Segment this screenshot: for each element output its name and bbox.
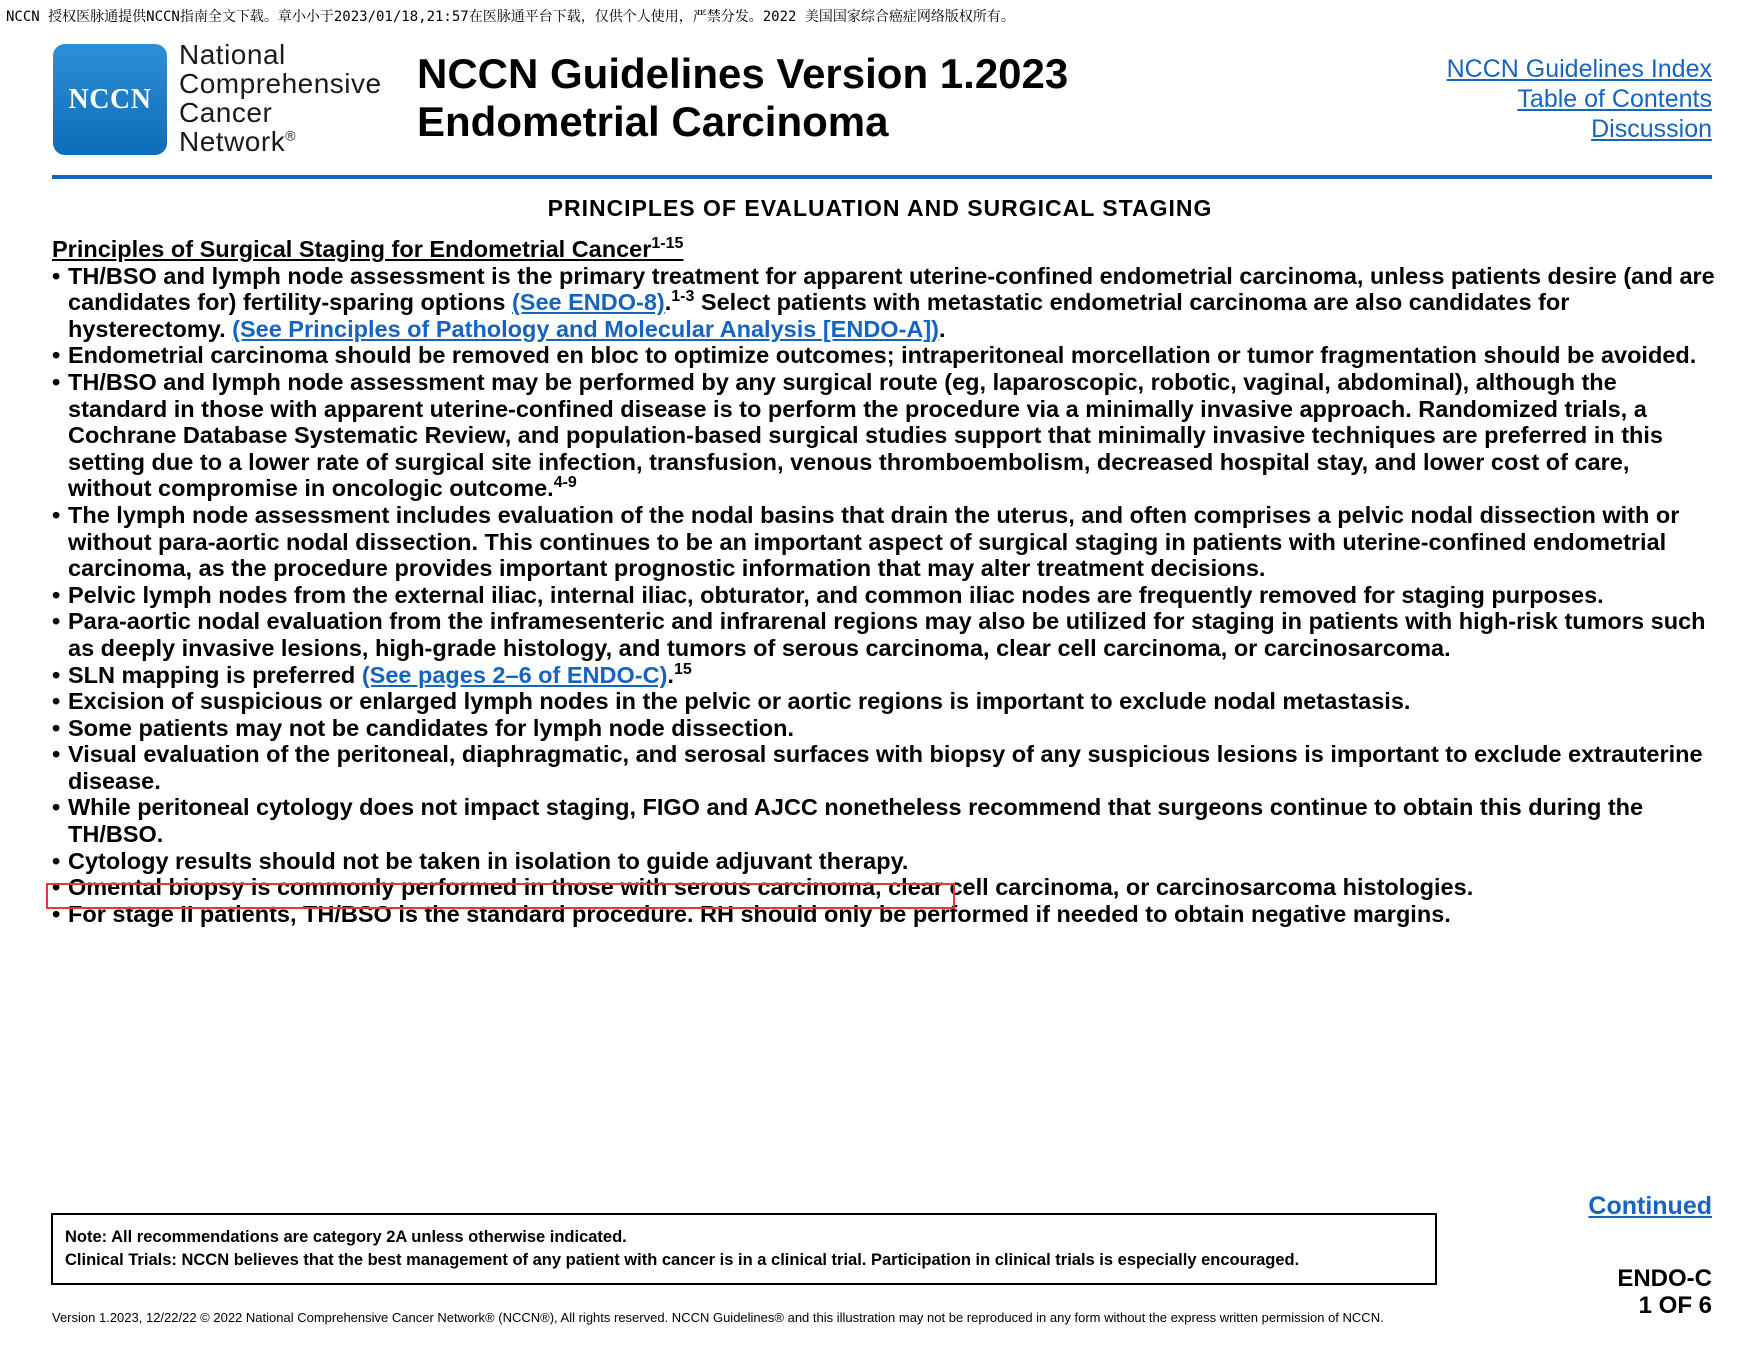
category-note: Note: All recommendations are category 2A unless otherwise indicated. (65, 1228, 627, 1246)
see-endo-8-link[interactable]: (See ENDO-8) (511, 289, 665, 316)
staging-principles (52, 236, 1717, 927)
list-item: • While peritoneal cytology does not impact staging, FIGO and AJCC nonetheless recommend that surgeons continue to obtain this during the TH/BSO. (52, 794, 1717, 847)
see-endo-a-link[interactable]: (See Principles of Pathology and Molecular Analysis [ENDO-A]) (232, 315, 940, 342)
list-item: • TH/BSO and lymph node assessment is the primary treatment for apparent uterine-confined endometrial carcinoma, unless patients desire (and are candidates for) fertility-sparing options (See ENDO-8).$^{1-3}$ Select patients with metastatic endometrial carcinoma are also candidates for hysterectomy. (See Principles of Pathology and Molecular Analysis [ENDO-A]). (52, 263, 1717, 343)
list-item: • TH/BSO and lymph node assessment may be performed by any surgical route (eg, laparoscopic, robotic, vaginal, abdominal), although the standard in those with apparent uterine-confined disease is to perform the procedure via a minimally invasive approach. Randomized trials, a Cochrane Database Systematic Review, and population-based surgical studies support that minimally invasive techniques are preferred in this setting due to a lower rate of surgical site infection, transfusion, venous thromboembolism, decreased hospital stay, and lower cost of care, without compromise in oncologic outcome.$^{4-9}$ (52, 369, 1717, 502)
copyright-footer: Version 1.2023, 12/22/22 © 2022 National Comprehensive Cancer Network® (NCCN®), All rights reserved. NCCN Guidelines® and this illustration may not be reproduced in any form without the express written permission of NCCN. (52, 1310, 1384, 1325)
reference-superscript: 1-3 (671, 288, 695, 306)
page-identifier (1617, 1265, 1712, 1319)
subheading: Principles of Surgical Staging for Endometrial Cancer$^{1-15}$ (52, 235, 684, 262)
registered-mark: ® (285, 127, 297, 144)
clinical-trials-note: Clinical Trials: NCCN believes that the best management of any patient with cancer is in a clinical trial. Participation in clinical trials is especially encouraged. (65, 1251, 1300, 1269)
page-code: ENDO-C (1617, 1265, 1712, 1292)
list-item: • Excision of suspicious or enlarged lymph nodes in the pelvic or aortic regions is important to exclude nodal metastasis. (52, 688, 1717, 715)
list-item: • Endometrial carcinoma should be removed en bloc to optimize outcomes; intraperitoneal morcellation or tumor fragmentation should be avoided. (52, 342, 1717, 369)
reference-superscript: 1-15 (651, 235, 684, 253)
reference-superscript: 15 (673, 660, 692, 678)
table-of-contents-link[interactable]: Table of Contents (1517, 85, 1712, 113)
list-item: • Some patients may not be candidates for lymph node dissection. (52, 715, 1717, 742)
note-box (51, 1213, 1437, 1285)
organization-name (179, 40, 382, 156)
page-number: 1 OF 6 (1638, 1292, 1712, 1319)
list-item: • SLN mapping is preferred (See pages 2–6 of ENDO-C).$^{15}$ (52, 662, 1717, 689)
list-item: • The lymph node assessment includes evaluation of the nodal basins that drain the uterus, and often comprises a pelvic nodal dissection with or without para-aortic nodal dissection. This continues to be an important aspect of surgical staging in patients with uterine-confined endometrial carcinoma, as the procedure provides important prognostic information that may alter treatment decisions. (52, 502, 1717, 582)
page-title (417, 50, 1068, 146)
continued-link[interactable]: Continued (1588, 1192, 1712, 1220)
section-heading: PRINCIPLES OF EVALUATION AND SURGICAL STAGING (547, 195, 1213, 221)
list-item-highlighted: • Cytology results should not be taken in isolation to guide adjuvant therapy. (52, 848, 1717, 875)
guidelines-version-title: NCCN Guidelines Version 1.2023 (417, 50, 1069, 97)
header-divider (52, 175, 1712, 179)
org-name-line: National (179, 39, 286, 70)
discussion-link[interactable]: Discussion (1591, 115, 1712, 143)
org-name-line: Network (179, 126, 286, 157)
cancer-type-title: Endometrial Carcinoma (417, 98, 889, 145)
highlight-annotation-box (46, 883, 955, 909)
nccn-logo (53, 44, 167, 155)
list-item: • Pelvic lymph nodes from the external iliac, internal iliac, obturator, and common iliac nodes are frequently removed for staging purposes. (52, 582, 1717, 609)
list-item: • Omental biopsy is commonly performed in those with serous carcinoma, clear cell carcinoma, or carcinosarcoma histologies. (52, 874, 1717, 901)
see-endo-c-pages-link[interactable]: (See pages 2–6 of ENDO-C) (361, 661, 668, 688)
reference-superscript: 4-9 (553, 474, 577, 492)
bullet-list (52, 263, 1717, 928)
download-watermark: NCCN 授权医脉通提供NCCN指南全文下载。章小小于2023/01/18,21:57在医脉通平台下载，仅供个人使用，严禁分发。2022 美国国家综合癌症网络版权所有。 (6, 9, 1015, 25)
list-item: • For stage II patients, TH/BSO is the standard procedure. RH should only be performed if needed to obtain negative margins. (52, 901, 1717, 928)
guidelines-nav (1447, 54, 1712, 144)
org-name-line: Cancer (179, 97, 273, 128)
list-item: • Visual evaluation of the peritoneal, diaphragmatic, and serosal surfaces with biopsy of any suspicious lesions is important to exclude extrauterine disease. (52, 741, 1717, 794)
list-item: • Para-aortic nodal evaluation from the inframesenteric and infrarenal regions may also be utilized for staging in patients with high-risk tumors such as deeply invasive lesions, high-grade histology, and tumors of serous carcinoma, clear cell carcinoma, or carcinosarcoma. (52, 608, 1717, 661)
org-name-line: Comprehensive (179, 68, 382, 99)
guidelines-index-link[interactable]: NCCN Guidelines Index (1446, 55, 1712, 83)
logo-abbreviation: NCCN (68, 83, 152, 115)
